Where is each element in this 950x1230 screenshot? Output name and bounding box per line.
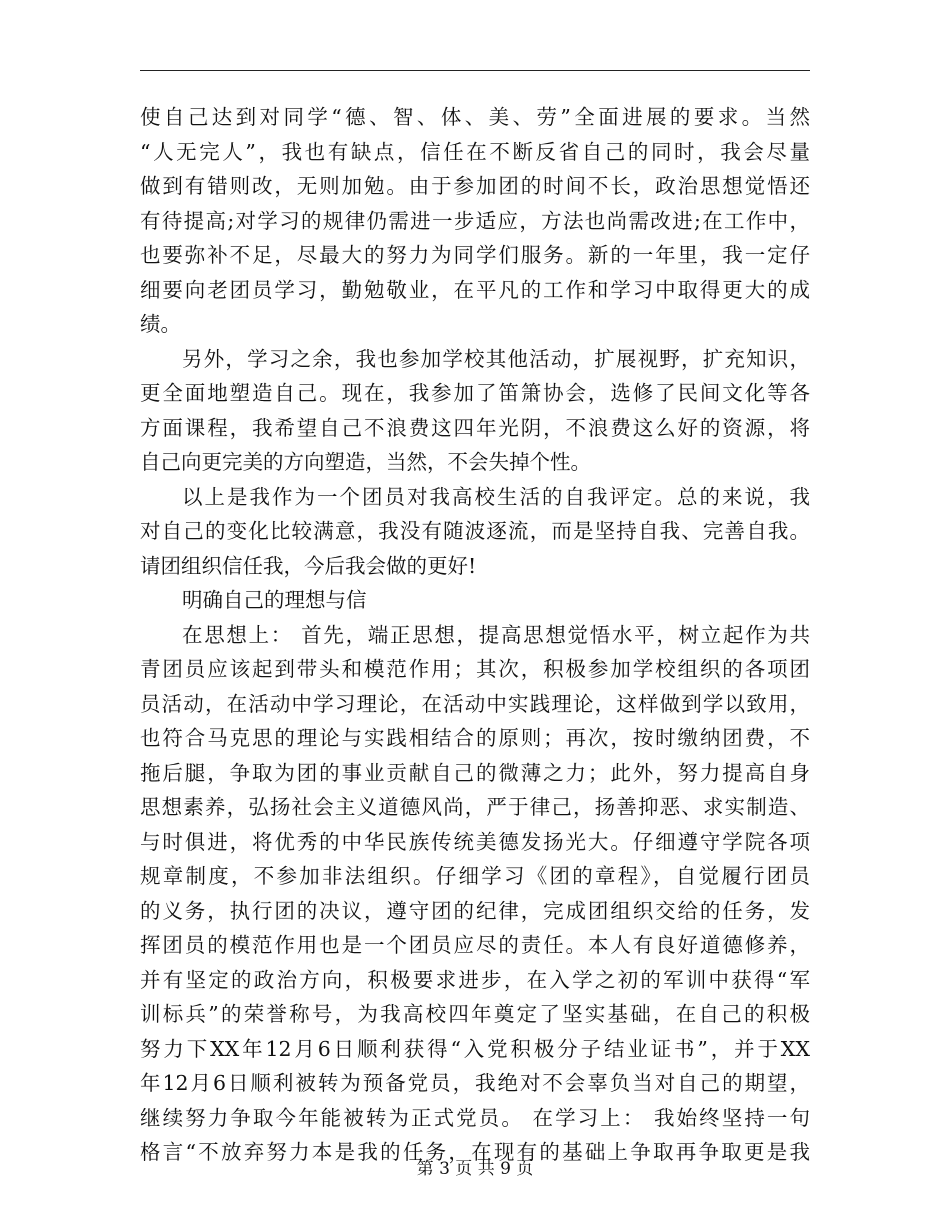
- text-line: 努力下XX年12月6日顺利获得“入党积极分子结业证书”，并于XX: [140, 1036, 810, 1061]
- text-line: 细要向老团员学习，勤勉敬业，在平凡的工作和学习中取得更大的成: [140, 277, 810, 302]
- text-line: 训标兵”的荣誉称号，为我高校四年奠定了坚实基础，在自己的积极: [140, 1002, 810, 1026]
- page-number-footer: 第 3 页 共 9 页: [416, 1159, 534, 1179]
- text-line: 并有坚定的政治方向，积极要求进步，在入学之初的军训中获得“军: [140, 967, 810, 992]
- text-line: 拖后腿，争取为团的事业贡献自己的微薄之力；此外，努力提高自身: [140, 760, 810, 785]
- header-rule: [140, 70, 810, 71]
- text-line: 对自己的变化比较满意，我没有随波逐流，而是坚持自我、完善自我。: [140, 519, 810, 543]
- text-line: 格言“不放弃努力本是我的任务，在现有的基础上争取再争取更是我: [140, 1140, 810, 1164]
- text-line: 也要弥补不足，尽最大的努力为同学们服务。新的一年里，我一定仔: [140, 243, 810, 267]
- text-line: 以上是我作为一个团员对我高校生活的自我评定。总的来说，我: [182, 484, 810, 509]
- text-line: 使自己达到对同学“德、智、体、美、劳”全面进展的要求。当然: [140, 105, 810, 129]
- text-line: 青团员应该起到带头和模范作用；其次，积极参加学校组织的各项团: [140, 657, 810, 681]
- text-line: 挥团员的模范作用也是一个团员应尽的责任。本人有良好道德修养，: [140, 933, 810, 957]
- text-line: 方面课程，我希望自己不浪费这四年光阴，不浪费这么好的资源，将: [140, 415, 810, 440]
- text-line: 与时俱进，将优秀的中华民族传统美德发扬光大。仔细遵守学院各项: [140, 829, 810, 854]
- text-line: 另外，学习之余，我也参加学校其他活动，扩展视野，扩充知识，: [182, 346, 810, 371]
- text-line: 做到有错则改，无则加勉。由于参加团的时间不长，政治思想觉悟还: [140, 174, 810, 198]
- text-line: 明确自己的理想与信: [182, 588, 367, 612]
- text-line: 继续努力争取今年能被转为正式党员。 在学习上： 我始终坚持一句: [140, 1105, 810, 1130]
- document-body: [140, 100, 810, 1170]
- text-line: 规章制度，不参加非法组织。仔细学习《团的章程》，自觉履行团员: [140, 864, 810, 888]
- text-line: 年12月6日顺利被转为预备党员，我绝对不会辜负当对自己的期望，: [140, 1071, 810, 1095]
- text-line: 思想素养，弘扬社会主义道德风尚，严于律己，扬善抑恶、求实制造、: [140, 795, 810, 819]
- text-line: 员活动，在活动中学习理论，在活动中实践理论，这样做到学以致用，: [140, 691, 810, 716]
- text-line: 有待提高;对学习的规律仍需进一步适应，方法也尚需改进;在工作中，: [140, 208, 810, 233]
- text-line: 绩。: [140, 312, 181, 336]
- text-line: 请团组织信任我，今后我会做的更好!: [140, 553, 477, 578]
- text-line: 也符合马克思的理论与实践相结合的原则；再次，按时缴纳团费，不: [140, 726, 810, 750]
- text-line: 自己向更完美的方向塑造，当然，不会失掉个性。: [140, 450, 591, 474]
- text-line: “人无完人”，我也有缺点，信任在不断反省自己的同时，我会尽量: [140, 139, 810, 164]
- text-line: 的义务，执行团的决议，遵守团的纪律，完成团组织交给的任务，发: [140, 898, 810, 923]
- text-line: 更全面地塑造自己。现在，我参加了笛箫协会，选修了民间文化等各: [140, 381, 810, 405]
- text-line: 在思想上： 首先，端正思想，提高思想觉悟水平，树立起作为共: [182, 622, 810, 647]
